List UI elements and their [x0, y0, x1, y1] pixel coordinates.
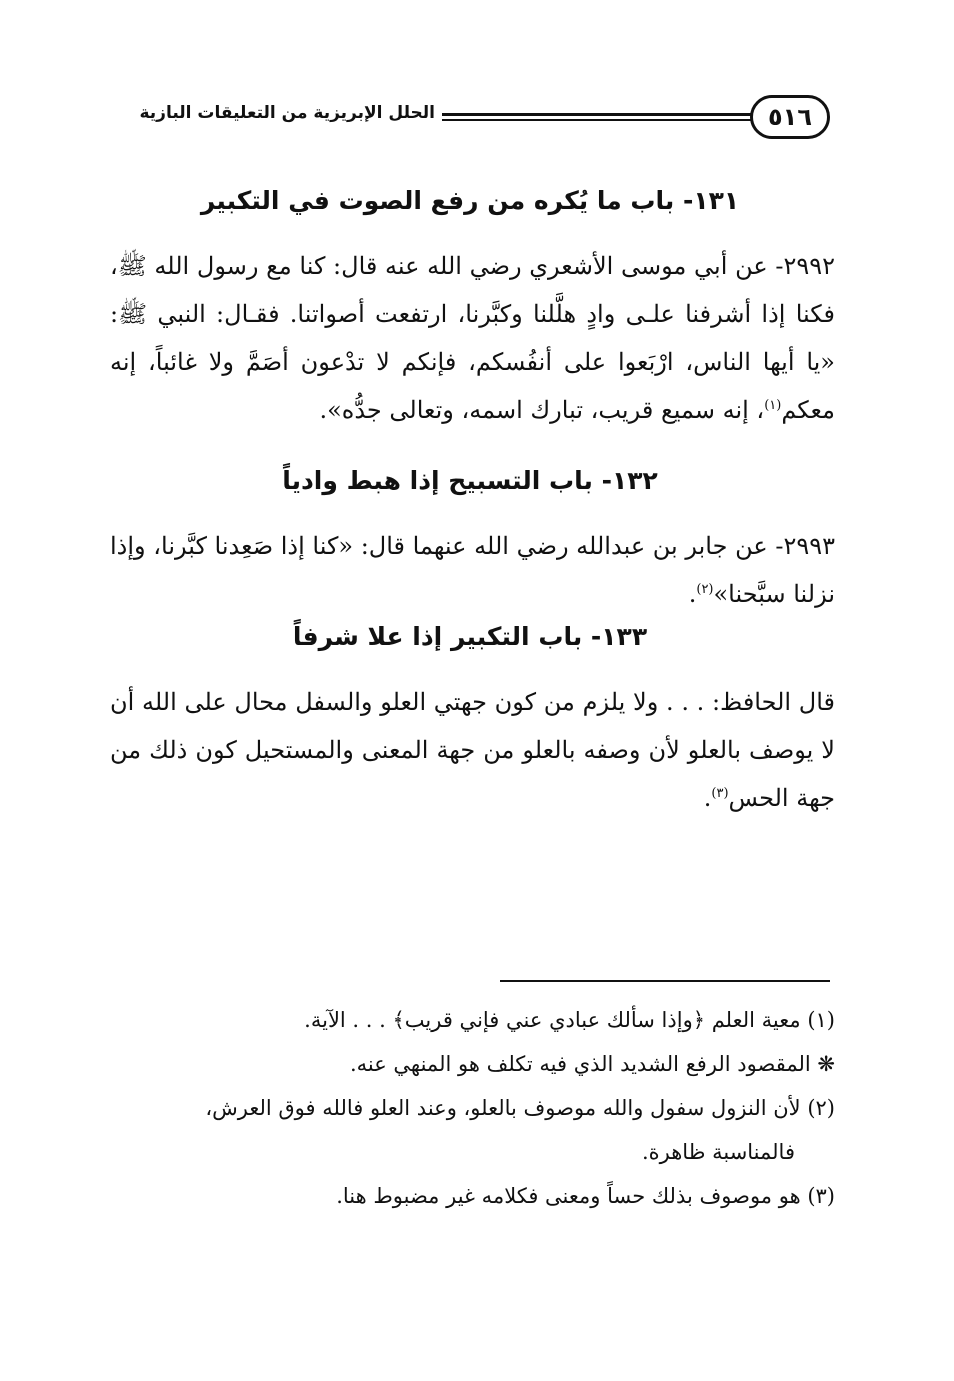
hadith-2992	[110, 242, 835, 434]
footnote-2-continued: فالمناسبة ظاهرة.	[641, 1140, 795, 1164]
hadith-2993-text: ٢٩٩٣- عن جابر بن عبدالله رضي الله عنهما قال: «كنا إذا صَعِدنا كبَّرنا، وإذا نزلنا سبَّحنا»	[110, 532, 835, 608]
section-133-text	[110, 678, 835, 822]
hadith-2992-end: ، إنه سميع قريب، تبارك اسمه، وتعالى جدُّه».	[319, 396, 765, 424]
footnote-separator	[500, 980, 830, 982]
footnote-ref-3: (٣)	[711, 786, 729, 801]
footnote-1: (١) معية العلم ﴿وإذا سألك عبادي عني فإني قريب﴾ . . . الآية.	[304, 1008, 835, 1032]
page-number: ٥١٦	[750, 95, 830, 139]
chapter-heading-133: ١٣٣- باب التكبير إذا علا شرفاً	[292, 622, 648, 651]
hafiz-quote: قال الحافظ: . . . ولا يلزم من كون جهتي العلو والسفل محال على الله أن لا يوصف بالعلو لأن وصفه بالعلو من جهة المعنى والمستحيل كون ذلك من جهة الحس	[110, 688, 835, 812]
header-rule	[442, 113, 752, 121]
hadith-2992-text: ٢٩٩٢- عن أبي موسى الأشعري رضي الله عنه قال: كنا مع رسول الله ﷺ، فكنا إذا أشرفنا علـى وادٍ هلَّلنا وكبَّرنا، ارتفعت أصواتنا. فقـال: النبي ﷺ: «يا أيها الناس، ارْبَعوا على أنفُسكم، فإنكم لا تدْعون أصَمَّ ولا غائباً، إنه معكم	[110, 252, 835, 424]
footnote-ref-2: (٢)	[696, 582, 714, 597]
footnote-star: ❋ المقصود الرفع الشديد الذي فيه تكلف هو المنهي عنه.	[349, 1052, 835, 1076]
book-title: الحلل الإبريزية من التعليقات البازية	[139, 103, 435, 123]
footnote-2: (٢) لأن النزول سفول والله موصوف بالعلو، وعند العلو فالله فوق العرش،	[205, 1096, 835, 1120]
hafiz-quote-end: .	[703, 784, 712, 812]
footnotes	[110, 998, 835, 1218]
footnote-3: (٣) هو موصوف بذلك حساً ومعنى فكلامه غير مضبوط هنا.	[336, 1184, 835, 1208]
page-header	[110, 95, 830, 145]
hadith-2993-end: .	[688, 580, 697, 608]
chapter-heading-131: ١٣١- باب ما يُكره من رفع الصوت في التكبير	[200, 186, 740, 215]
hadith-2993	[110, 522, 835, 618]
footnote-ref-1: (١)	[764, 398, 782, 413]
chapter-heading-132: ١٣٢- باب التسبيح إذا هبط وادياً	[282, 466, 658, 495]
